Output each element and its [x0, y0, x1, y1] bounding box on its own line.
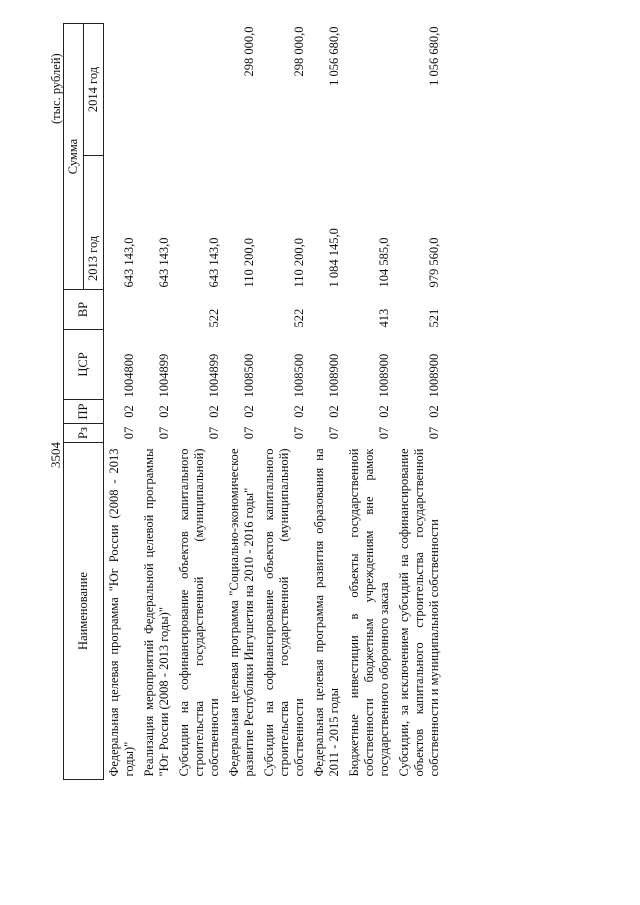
row-sum-2014 [177, 24, 227, 156]
row-rz: 07 [207, 426, 221, 440]
row-sum-2014: 298 000,0 [292, 26, 306, 77]
header-year-2014: 2014 год [84, 24, 104, 156]
row-sum-2013: 643 143,0 [122, 237, 136, 288]
row-name: Субсидии на софинансирование объектов капитального строительства государственной (муниципальной) собственности [262, 448, 306, 777]
row-vr [312, 290, 347, 330]
table-row [142, 24, 177, 780]
row-rz: 07 [122, 426, 136, 440]
row-sum-2014 [104, 24, 143, 156]
row-pr: 02 [122, 405, 136, 418]
row-vr: 521 [427, 308, 441, 328]
row-name: Субсидии на софинансирование объектов капитального строительства государственной (муниципальной) собственности [177, 448, 221, 777]
row-pr: 02 [242, 405, 256, 418]
row-sum-2013: 979 560,0 [427, 237, 441, 288]
row-vr: 413 [377, 308, 391, 328]
row-name: Субсидии, за исключением субсидий на софинансирование объектов капитального строительства государственной собственности и муниципальной собственности [397, 448, 441, 777]
row-pr: 02 [427, 405, 441, 418]
row-rz: 07 [427, 426, 441, 440]
row-rz: 07 [377, 426, 391, 440]
header-row [64, 24, 84, 780]
row-vr: 522 [292, 308, 306, 328]
row-csr: 1008900 [327, 353, 341, 398]
row-csr: 1008900 [427, 353, 441, 398]
row-vr [142, 290, 177, 330]
row-vr: 522 [207, 308, 221, 328]
row-sum-2013: 643 143,0 [207, 237, 221, 288]
header-sum: Сумма [64, 24, 84, 290]
row-rz: 07 [157, 426, 171, 440]
row-csr: 1008500 [292, 353, 306, 398]
row-pr: 02 [157, 405, 171, 418]
row-name: Федеральная целевая программа "Юг России (2008 - 2013 годы)" [107, 448, 136, 777]
budget-table [63, 23, 447, 780]
table-row [347, 24, 397, 780]
row-rz: 07 [327, 426, 341, 440]
row-csr: 1008900 [377, 353, 391, 398]
row-pr: 02 [377, 405, 391, 418]
row-sum-2013: 643 143,0 [157, 237, 171, 288]
row-name: Реализация мероприятий Федеральной целевой программы "Юг России (2008 - 2013 годы)" [142, 448, 171, 777]
table-row [177, 24, 227, 780]
row-sum-2013: 110 200,0 [242, 237, 256, 288]
row-csr: 1004899 [157, 353, 171, 398]
row-sum-2014: 298 000,0 [242, 26, 256, 77]
row-csr: 1008500 [242, 353, 256, 398]
row-rz: 07 [292, 426, 306, 440]
header-name: Наименование [64, 443, 104, 780]
table-row [312, 24, 347, 780]
row-name: Федеральная целевая программа развития образования на 2011 - 2015 годы [312, 448, 341, 777]
row-sum-2013: 1 084 145,0 [327, 228, 341, 288]
header-vr: ВР [64, 290, 104, 330]
row-name: Бюджетные инвестиции в объекты государственной собственности бюджетным учреждениям вне рамок государственного оборонного заказа [347, 448, 391, 777]
row-csr: 1004899 [207, 353, 221, 398]
row-sum-2013: 104 585,0 [377, 237, 391, 288]
table-row [227, 24, 262, 780]
row-sum-2014 [347, 24, 397, 156]
page-number: 3504 [48, 442, 63, 468]
table-row [397, 24, 447, 780]
row-name: Федеральная целевая программа "Социально-экономическое развитие Республики Ингушетия на 2010 - 2016 годы" [227, 448, 256, 777]
table-row [104, 24, 143, 780]
row-sum-2014 [142, 24, 177, 156]
header-rz: Рз [64, 424, 104, 443]
units-note: (тыс. рублей) [49, 53, 63, 124]
row-csr: 1004800 [122, 353, 136, 398]
row-rz: 07 [242, 426, 256, 440]
row-sum-2013: 110 200,0 [292, 237, 306, 288]
row-pr: 02 [327, 405, 341, 418]
header-pr: ПР [64, 400, 104, 424]
row-vr [227, 290, 262, 330]
header-csr: ЦСР [64, 330, 104, 400]
header-year-2013: 2013 год [84, 156, 104, 290]
row-pr: 02 [292, 405, 306, 418]
row-sum-2014: 1 056 680,0 [427, 26, 441, 86]
row-vr [104, 290, 143, 330]
table-row [262, 24, 312, 780]
row-pr: 02 [207, 405, 221, 418]
row-sum-2014: 1 056 680,0 [327, 26, 341, 86]
